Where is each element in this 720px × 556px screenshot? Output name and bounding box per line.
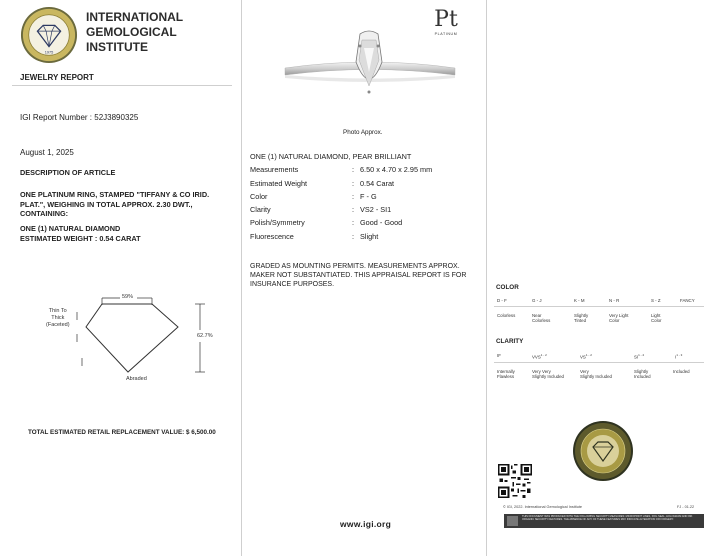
clarity-desc-line: Very Very bbox=[532, 369, 551, 374]
diamond-profile-drawing bbox=[40, 290, 230, 390]
clarity-desc-line: Included bbox=[673, 369, 690, 374]
color-desc-line: Light bbox=[651, 313, 661, 318]
spec-value: Slight bbox=[360, 232, 379, 241]
qr-code[interactable] bbox=[498, 464, 532, 498]
color-desc bbox=[609, 313, 629, 324]
color-scale-rule bbox=[494, 306, 704, 307]
svg-text:1975: 1975 bbox=[44, 50, 54, 55]
clarity-grade-label: SI bbox=[634, 354, 639, 360]
photo-caption: Photo Approx. bbox=[343, 129, 383, 136]
clarity-grade-range: 1 - 2 bbox=[638, 353, 645, 357]
color-desc-line: Colorless bbox=[532, 318, 551, 324]
spec-label: Estimated Weight bbox=[250, 179, 308, 188]
color-desc-line: Very Light bbox=[609, 313, 629, 318]
girdle-line-3: (Faceted) bbox=[46, 322, 70, 328]
stone-summary bbox=[20, 224, 141, 243]
institute-line-1: INTERNATIONAL bbox=[86, 10, 184, 24]
spec-label: Polish/Symmetry bbox=[250, 218, 305, 227]
institute-line-2: GEMOLOGICAL bbox=[86, 25, 177, 39]
clarity-desc bbox=[580, 369, 612, 380]
platinum-label: PLATINUM bbox=[434, 32, 458, 36]
proportion-diagram bbox=[40, 290, 230, 390]
clarity-scale-title: CLARITY bbox=[496, 338, 524, 345]
clarity-desc-line: Internally bbox=[497, 369, 515, 374]
report-number: IGI Report Number : 52J3890325 bbox=[20, 113, 139, 122]
institute-name bbox=[86, 10, 183, 55]
website-link[interactable]: www.igi.org bbox=[340, 519, 392, 529]
culet-label: Abraded bbox=[126, 376, 147, 382]
security-notice bbox=[504, 514, 704, 528]
clarity-desc bbox=[497, 369, 515, 380]
spec-value: VS2 - SI1 bbox=[360, 205, 392, 214]
spec-value: F - G bbox=[360, 192, 377, 201]
color-grade: S - Z bbox=[651, 298, 661, 303]
stone-line-2: ESTIMATED WEIGHT : 0.54 CARAT bbox=[20, 233, 141, 243]
clarity-desc-line: Included bbox=[634, 374, 651, 380]
color-grade: K - M bbox=[574, 298, 585, 303]
security-text: THIS DOCUMENT WAS PRODUCED WITH THE FOLLOWING SECURITY MEASURES: MICROPRINT LINES, FOIL SEAL, HOLOGRAM AND INK ORGANIC SECURITY FEATURES. THE ABSENCE OF ANY OF THESE FEATURES MAY INDICATE ALTERATION OR FORGERY. bbox=[522, 515, 693, 522]
color-scale-title: COLOR bbox=[496, 284, 519, 291]
hologram-seal bbox=[572, 420, 634, 482]
column-divider-left bbox=[241, 0, 242, 556]
color-desc-line: Tinted bbox=[574, 318, 587, 324]
clarity-grade-label: VS bbox=[580, 354, 586, 360]
spec-label: Fluorescence bbox=[250, 232, 294, 241]
security-badge-icon bbox=[507, 516, 518, 526]
girdle-line-2: Thick bbox=[51, 315, 65, 321]
clarity-desc-line: Very bbox=[580, 369, 589, 374]
color-desc-line: Near bbox=[532, 313, 542, 318]
description-title: DESCRIPTION OF ARTICLE bbox=[20, 168, 116, 177]
igi-seal-logo bbox=[20, 6, 78, 64]
header-rule bbox=[12, 85, 232, 86]
spec-label: Measurements bbox=[250, 165, 299, 174]
platinum-mark: Pt bbox=[434, 7, 458, 32]
girdle-label bbox=[46, 308, 70, 329]
clarity-desc-line: Slightly Included bbox=[580, 374, 612, 380]
clarity-grade bbox=[532, 353, 547, 360]
clarity-desc-line: Slightly bbox=[634, 369, 649, 374]
clarity-desc-line: Slightly Included bbox=[532, 374, 564, 380]
color-desc bbox=[574, 313, 588, 324]
report-type: JEWELRY REPORT bbox=[20, 73, 94, 82]
color-grade: FANCY bbox=[680, 298, 695, 303]
clarity-grade bbox=[634, 353, 644, 360]
description-text: ONE PLATINUM RING, STAMPED "TIFFANY & CO IRID. PLAT.", WEIGHING IN TOTAL APPROX. 2.30 DWT., CONTAINING: bbox=[20, 190, 210, 218]
color-grade: D - F bbox=[497, 298, 507, 303]
disclaimer: GRADED AS MOUNTING PERMITS. MEASUREMENTS APPROX. MAKER NOT SUBSTANTIATED. THIS APPRAISAL REPORT IS FOR INSURANCE PURPOSES. bbox=[250, 263, 467, 288]
stone-line-1: ONE (1) NATURAL DIAMOND bbox=[20, 224, 121, 233]
clarity-grade-label: IF bbox=[497, 353, 501, 358]
clarity-desc bbox=[634, 369, 651, 380]
clarity-grade-label: VVS bbox=[532, 354, 541, 360]
clarity-grade bbox=[675, 353, 682, 360]
spec-value: 6.50 x 4.70 x 2.95 mm bbox=[360, 165, 433, 174]
clarity-grade bbox=[580, 353, 592, 360]
color-desc bbox=[497, 313, 515, 318]
report-page: 1975 INTERNATIONAL GEMOLOGICAL INSTITUTE JEWELRY REPORT IGI Report Number : 52J3890325 August 1, 2025 DESCRIPTION OF ARTICLE ONE PLATINUM RING, STAMPED "TIFFANY & CO IRID. PLAT.", WEIGHING IN TOTAL APPROX. 2.30 DWT., CONTAINING: ONE (1) NATURAL DIAMOND ESTIMATED WEIGHT : 0.54 CARAT 59% 62.7% Thin To Thick (Faceted) Abraded TOTAL ESTIMATED RETAIL REPLACEMENT VALUE: $ 6,500.00 Pt PLATINUM Photo Approx. ONE (1) NATURAL DIAMOND, PEAR BRILLIANT Measurements : 6.50 x 4.70 x 2.95 mm Estimated Weight : 0.54 Carat Color : F - G Clarity : VS2 - SI1 Polish/Symmetry : Good - Good Fluorescence : Slight GRADED AS MOUNTING PERMITS. MEASUREMENTS APPROX. MAKER NOT SUBSTANTIATED. THIS APPRAISAL REPORT IS FOR INSURANCE PURPOSES. www.igi.org COLOR D - F G - J K - M N - R S - Z FANCY Colorless Near Colorless Slightly Tinted Very Light Color Light Color CLARITY IF VVS$^{1 - 2}$ VS$^{1 - 2}$ SI$^{1 - 2}$ $I^{1 - 3}$ Internally Flawless Very Very Slightly Included Very Slightly Included Slightly Included Included © IGI, 2022. International Gemological Institute FJ - 01.22 THIS DOCUMENT WAS PRODUCED WITH THE FOLLOWING SECURITY MEASURES: MICROPRINT LINES, FOIL SEAL, HOLOGRAM AND INK ORGANIC SECURITY FEATURES. THE ABSENCE OF ANY OF THESE FEATURES MAY INDICATE ALTERATION OR FORGERY. bbox=[0, 0, 720, 556]
article-line: ONE (1) NATURAL DIAMOND, PEAR BRILLIANT bbox=[250, 152, 412, 161]
form-code: FJ - 01.22 bbox=[677, 505, 695, 509]
clarity-desc-line: Flawless bbox=[497, 374, 515, 380]
report-date: August 1, 2025 bbox=[20, 148, 74, 157]
clarity-desc bbox=[532, 369, 564, 380]
color-desc bbox=[651, 313, 662, 324]
retail-value: TOTAL ESTIMATED RETAIL REPLACEMENT VALUE: $ 6,500.00 bbox=[28, 429, 216, 436]
color-desc-line: Color bbox=[609, 318, 620, 324]
clarity-grade bbox=[497, 353, 501, 358]
spec-label: Color bbox=[250, 192, 268, 201]
color-desc-line: Color bbox=[651, 318, 662, 324]
color-desc-line: Colorless bbox=[497, 313, 516, 318]
column-divider-right bbox=[486, 0, 487, 556]
clarity-grade-label: I bbox=[675, 354, 677, 360]
depth-percentage: 62.7% bbox=[197, 333, 213, 339]
clarity-grade-range: 1 - 2 bbox=[540, 353, 547, 357]
clarity-grade-range: 1 - 2 bbox=[585, 353, 592, 357]
copyright: © IGI, 2022. International Gemological Institute bbox=[503, 505, 582, 509]
color-desc-line: Slightly bbox=[574, 313, 589, 318]
clarity-desc bbox=[673, 369, 690, 374]
clarity-grade-range: 1 - 3 bbox=[676, 353, 683, 357]
color-grade: G - J bbox=[532, 298, 542, 303]
color-grade: N - R bbox=[609, 298, 620, 303]
spec-value: 0.54 Carat bbox=[360, 179, 395, 188]
platinum-logo bbox=[430, 8, 462, 42]
institute-line-3: INSTITUTE bbox=[86, 40, 148, 54]
spec-label: Clarity bbox=[250, 205, 271, 214]
clarity-scale-rule bbox=[494, 362, 704, 363]
spec-value: Good - Good bbox=[360, 218, 403, 227]
color-desc bbox=[532, 313, 550, 324]
table-percentage: 59% bbox=[122, 294, 134, 300]
girdle-line-1: Thin To bbox=[48, 308, 67, 314]
